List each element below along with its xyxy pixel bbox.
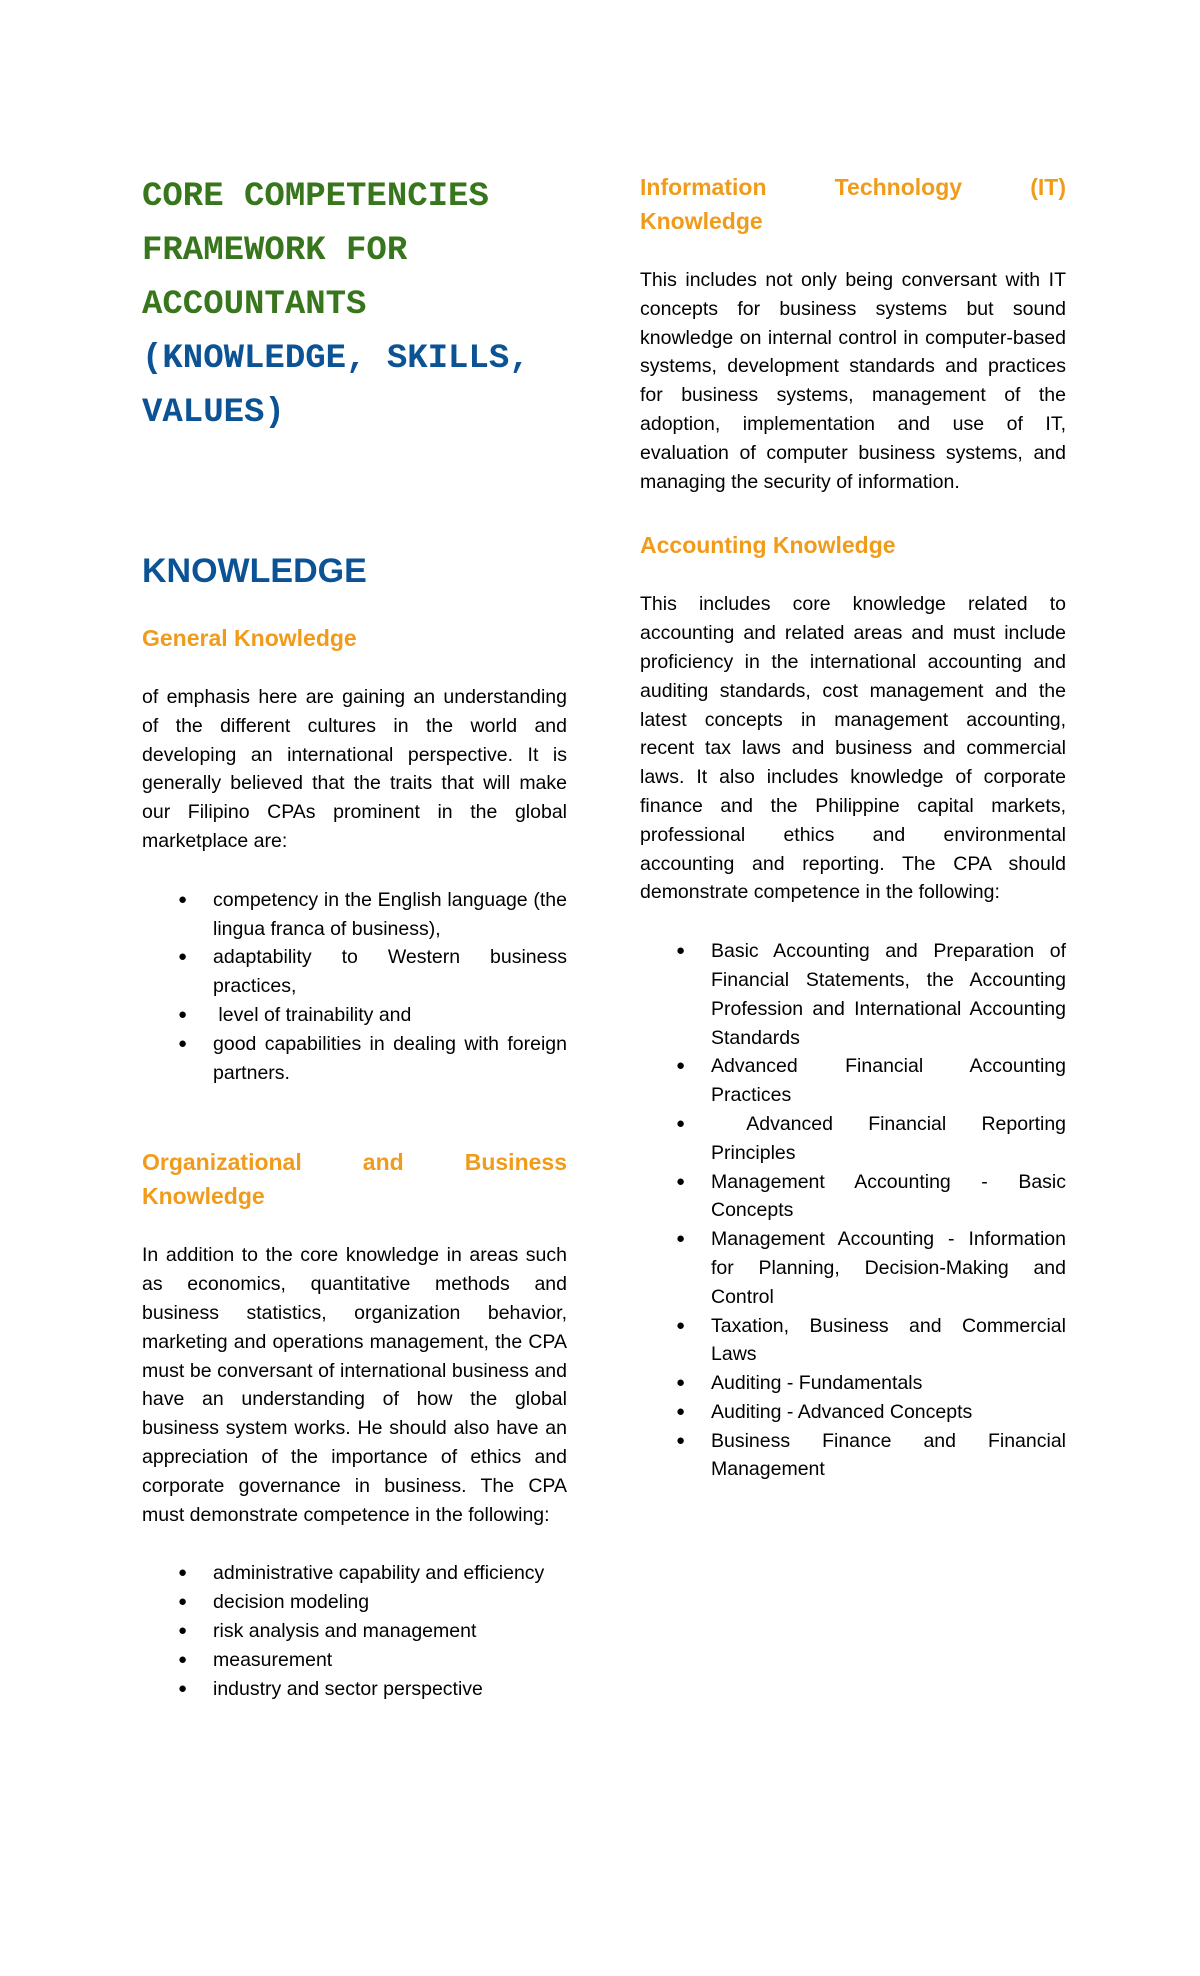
list-item: ● Advanced Financial Reporting Principles	[711, 1110, 1066, 1168]
list-item: ● Auditing - Fundamentals	[711, 1369, 1066, 1398]
bullet-icon: ●	[178, 1564, 188, 1582]
organizational-knowledge-body: In addition to the core knowledge in areas such as economics, quantitative methods and business statistics, organization behavior, marketing and operations management, the CPA must be conversant of international business and have an understanding of how the global business system works. He should also have an appreciation of the importance of ethics and corporate governance in business. The CPA must demonstrate competence in the following:	[142, 1244, 567, 1526]
bullet-icon: ●	[676, 1172, 686, 1190]
title-line: VALUES)	[142, 394, 285, 432]
list-item: ● Advanced Financial Accounting Practices	[711, 1052, 1066, 1110]
title-line: FRAMEWORK FOR	[142, 232, 408, 270]
title-line: CORE COMPETENCIES	[142, 178, 489, 216]
bullet-icon: ●	[676, 1402, 686, 1420]
bullet-icon: ●	[676, 1316, 686, 1334]
list-item: ● Auditing - Advanced Concepts	[711, 1398, 1066, 1427]
accounting-knowledge-body: This includes core knowledge related to accounting and related areas and must include proficiency in the international accounting and auditing standards, cost management and the latest concepts in management accounting, recent tax laws and business and commercial laws. It also includes knowledge of corporate finance and the Philippine capital markets, professional ethics and environmental accounting and reporting. The CPA should demonstrate competence in the following:	[640, 593, 1066, 904]
list-item: ● measurement	[213, 1646, 567, 1675]
organizational-knowledge-heading: Organizational and Business Knowledge	[142, 1149, 567, 1210]
document-title	[142, 170, 567, 440]
bullet-icon: ●	[178, 948, 188, 966]
list-item: ● Business Finance and Financial Management	[711, 1427, 1066, 1485]
accounting-knowledge-list	[640, 937, 1072, 1484]
list-item: ● competency in the English language (the lingua franca of business),	[213, 886, 567, 944]
list-item: ● Management Accounting - Information for Planning, Decision-Making and Control	[711, 1225, 1066, 1311]
list-item: ● good capabilities in dealing with foreign partners.	[213, 1030, 567, 1088]
list-item: ● Management Accounting - Basic Concepts	[711, 1168, 1066, 1226]
list-item: ● administrative capability and efficiency	[213, 1559, 567, 1588]
bullet-icon: ●	[178, 1679, 188, 1697]
bullet-icon: ●	[676, 1114, 686, 1132]
general-knowledge-body: of emphasis here are gaining an understanding of the different cultures in the world and developing an international perspective. It is generally believed that the traits that will make our Filipino CPAs prominent in the global marketplace are:	[142, 686, 567, 852]
knowledge-heading: KNOWLEDGE	[142, 552, 367, 590]
organizational-knowledge-list	[142, 1559, 567, 1703]
title-line: (KNOWLEDGE, SKILLS,	[142, 340, 530, 378]
list-item: ● Taxation, Business and Commercial Laws	[711, 1312, 1066, 1370]
general-knowledge-heading: General Knowledge	[142, 625, 357, 651]
list-item: ● adaptability to Western business practices,	[213, 943, 567, 1001]
list-item: ● industry and sector perspective	[213, 1675, 567, 1704]
bullet-icon: ●	[178, 1593, 188, 1611]
it-knowledge-heading: Information Technology (IT) Knowledge	[640, 174, 1066, 234]
list-item: ● Basic Accounting and Preparation of Financial Statements, the Accounting Profession and International Accounting Standards	[711, 937, 1066, 1052]
left-column	[142, 170, 567, 1703]
bullet-icon: ●	[676, 1057, 686, 1075]
bullet-icon: ●	[676, 1374, 686, 1392]
bullet-icon: ●	[178, 1005, 188, 1023]
bullet-icon: ●	[178, 1650, 188, 1668]
bullet-icon: ●	[676, 942, 686, 960]
accounting-knowledge-heading: Accounting Knowledge	[640, 532, 896, 559]
bullet-icon: ●	[676, 1230, 686, 1248]
bullet-icon: ●	[178, 1621, 188, 1639]
right-column	[640, 170, 1072, 1484]
title-line: ACCOUNTANTS	[142, 286, 367, 324]
list-item: ● level of trainability and	[213, 1001, 567, 1030]
list-item: ● risk analysis and management	[213, 1617, 567, 1646]
list-item: ● decision modeling	[213, 1588, 567, 1617]
bullet-icon: ●	[178, 1034, 188, 1052]
bullet-icon: ●	[178, 890, 188, 908]
bullet-icon: ●	[676, 1431, 686, 1449]
general-knowledge-list	[142, 886, 567, 1088]
it-knowledge-body: This includes not only being conversant with IT concepts for business systems but sound knowledge on internal control in computer-based systems, development standards and practices for business systems, management of the adoption, implementation and use of IT, evaluation of computer business systems, and managing the security of information.	[640, 269, 1066, 493]
